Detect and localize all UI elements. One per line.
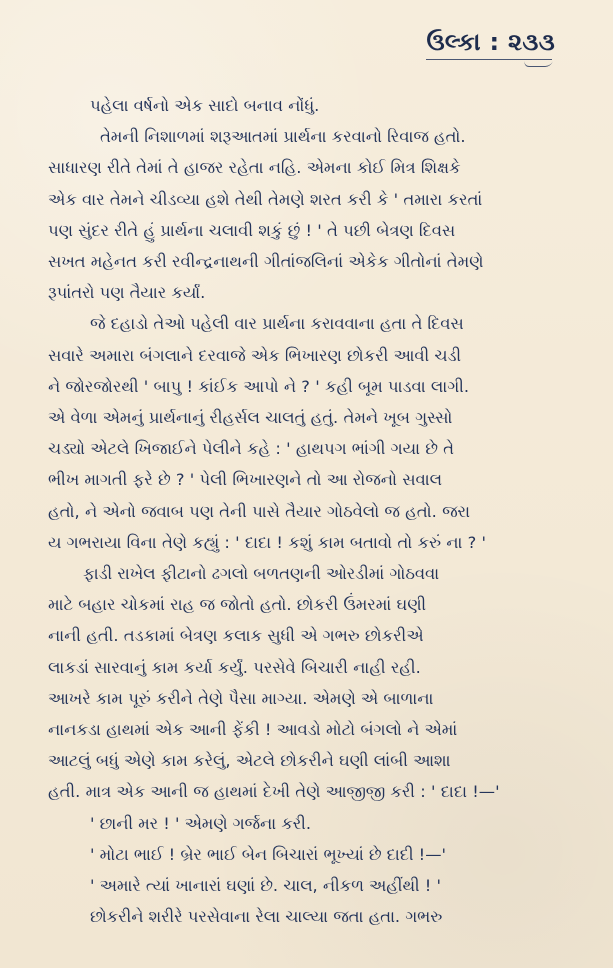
- body-line-26: ' અમારે ત્યાં ખાનારાં ઘણાં છે. ચાલ, નીકળ અહીંથી ! ': [90, 876, 441, 896]
- body-line-12: ચડ્યો એટલે ખિજાઈને પેલીને કહે : ' હાથપગ ભાંગી ગયા છે તે: [48, 439, 454, 459]
- body-line-22: આટલું બધું એણે કામ કરેલું, એટલે છોકરીને ઘણી લાંબી આશા: [48, 751, 451, 771]
- body-line-21: નાનકડા હાથમાં એક આની ફેંકી ! આવડો મોટો બંગલો ને એમાં: [48, 720, 458, 740]
- body-line-23: હતી. માત્ર એક આની જ હાથમાં દેખી તેણે આજીજી કરી : ' દાદા !—': [48, 782, 500, 802]
- page-body: [48, 90, 559, 932]
- body-line-13: ભીખ માગતી ફરે છે ? ' પેલી ભિખારણને તો આ રોજનો સવાલ: [48, 470, 443, 490]
- body-line-25: ' મોટા ભાઈ ! બ્રેર ભાઈ બેન બિચારાં ભૂખ્યાં છે દાદી !—': [90, 844, 446, 864]
- header-decorative-rule: [426, 57, 552, 67]
- page-header: [426, 28, 555, 67]
- body-line-11: એ વેળા એમનું પ્રાર્થનાનું રીહર્સલ ચાલતું હતું. તેમને ખૂબ ગુસ્સો: [48, 408, 453, 428]
- body-line-2: તેમની નિશાળમાં શરૂઆતમાં પ્રાર્થના કરવાનો રિવાજ હતો.: [100, 127, 466, 147]
- body-line-19: લાકડાં સારવાનું કામ કર્યા કર્યું. પરસેવે બિચારી નાહી રહી.: [48, 657, 421, 677]
- body-line-5: પણ સુંદર રીતે હું પ્રાર્થના ચલાવી શકું છું ! ' તે પછી બેત્રણ દિવસ: [48, 220, 456, 240]
- body-line-6: સખત મહેનત કરી રવીન્દ્રનાથની ગીતાંજલિનાં એકેક ગીતોનાં તેમણે: [48, 252, 484, 272]
- body-line-27: છોકરીને શરીરે પરસેવાના રેલા ચાલ્યા જતા હતા. ગભરુ: [90, 907, 443, 927]
- body-line-16: ફાડી રાખેલ ફીટાનો ઢગલો બળતણની ઓરડીમાં ગોઠવવા: [83, 564, 440, 584]
- page-header-label: ઉલ્કા : ૨૩૩: [426, 28, 555, 56]
- body-line-14: હતો, ને એનો જવાબ પણ તેની પાસે તૈયાર ગોઠવેલો જ હતો. જરા: [48, 501, 471, 521]
- body-line-18: નાની હતી. તડકામાં બેત્રણ કલાક સુધી એ ગભરુ છોકરીએ: [48, 626, 424, 646]
- body-line-24: ' છાની મર ! ' એમણે ગર્જના કરી.: [90, 813, 311, 833]
- body-line-20: આખરે કામ પૂરું કરીને તેણે પૈસા માગ્યા. એમણે એ બાળાના: [48, 688, 434, 708]
- body-line-10: ને જોરજોરથી ' બાપુ ! કાંઈક આપો ને ? ' કહી બૂમ પાડવા લાગી.: [48, 376, 470, 396]
- body-line-15: ય ગભરાયા વિના તેણે કહ્યું : ' દાદા ! કશું કામ બતાવો તો કરું ના ? ': [48, 532, 487, 552]
- body-line-8: જે દહાડો તેઓ પહેલી વાર પ્રાર્થના કરાવવાના હતા તે દિવસ: [90, 314, 464, 334]
- body-line-4: એક વાર તેમને ચીડવ્યા હશે તેથી તેમણે શરત કરી કે ' તમારા કરતાં: [48, 189, 483, 209]
- body-line-17: માટે બહાર ચોકમાં રાહ જ જોતો હતો. છોકરી ઉંમરમાં ઘણી: [48, 595, 427, 615]
- body-line-1: પહેલા વર્ષનો એક સાદો બનાવ નોંધું.: [90, 96, 320, 115]
- body-line-7: રૂપાંતરો પણ તૈયાર કર્યાં.: [48, 283, 206, 303]
- body-line-9: સવારે અમારા બંગલાને દરવાજે એક ભિખારણ છોકરી આવી ચડી: [48, 345, 462, 365]
- body-line-3: સાધારણ રીતે તેમાં તે હાજર રહેતા નહિ. એમના કોઈ મિત્ર શિક્ષકે: [48, 158, 461, 178]
